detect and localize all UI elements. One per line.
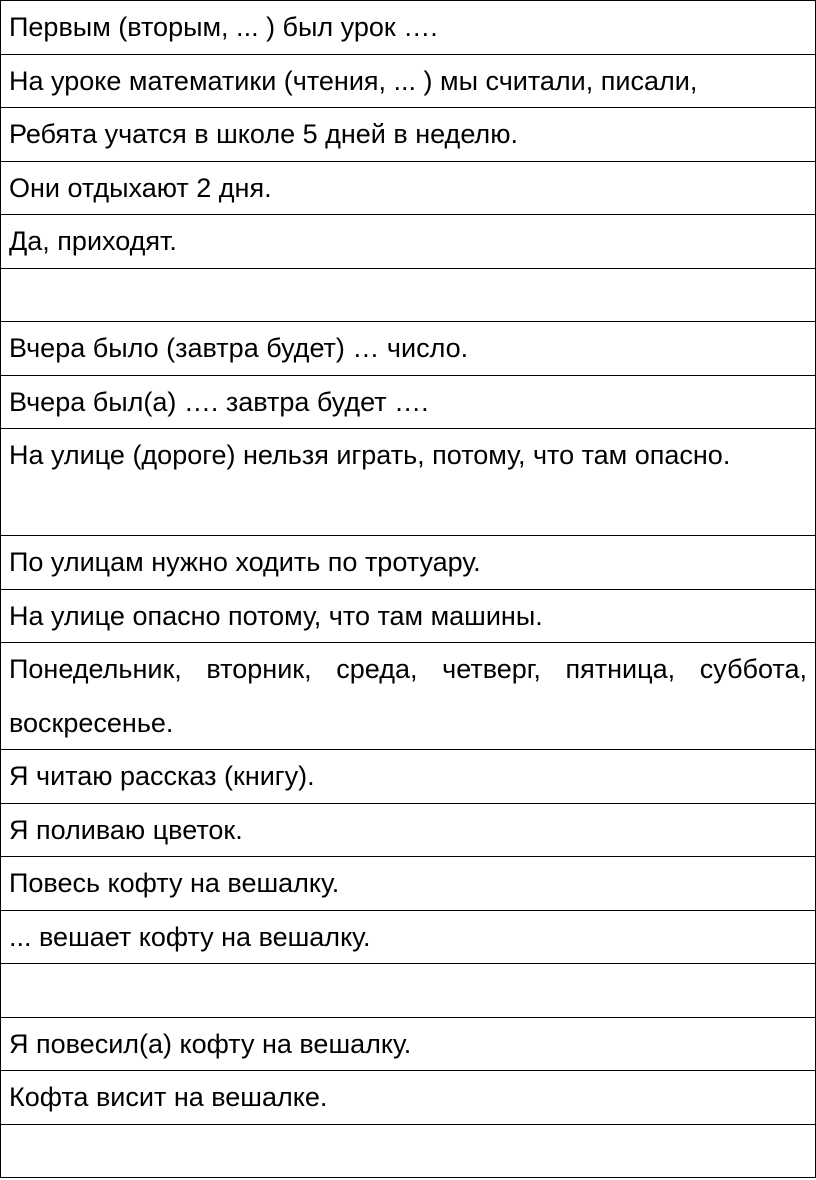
row-text: На уроке математики (чтения, ... ) мы считали, писали, (9, 65, 698, 96)
row-text: Вчера был(а) …. завтра будет …. (9, 386, 429, 417)
table-row (1, 1071, 815, 1125)
table-row-empty (1, 964, 815, 1018)
row-text: На улице (дороге) нельзя играть, потому, что там опасно. (9, 440, 731, 470)
table-row (1, 857, 815, 911)
table-row (1, 911, 815, 965)
row-text: Я читаю рассказ (книгу). (9, 761, 315, 791)
table-row (1, 322, 815, 376)
table-row (1, 162, 815, 216)
row-text: Кофта висит на вешалке. (9, 1082, 328, 1112)
table-row (1, 429, 815, 536)
row-text: Да, приходят. (9, 226, 177, 256)
table-row-empty (1, 269, 815, 323)
table-row (1, 1, 815, 55)
table-row (1, 750, 815, 804)
row-text: По улицам нужно ходить по тротуару. (9, 547, 481, 577)
row-text: Повесь кофту на вешалку. (9, 868, 340, 898)
table-row (1, 215, 815, 269)
table-row-empty (1, 1125, 815, 1179)
row-text: На улице опасно потому, что там машины. (9, 600, 543, 631)
table-row (1, 108, 815, 162)
row-text: Вчера было (завтра будет) … число. (9, 333, 469, 363)
row-text: Ребята учатся в школе 5 дней в неделю. (9, 119, 518, 149)
row-text: Понедельник, вторник, среда, четверг, пятница, суббота, воскресенье. (9, 654, 807, 738)
row-text: Я поливаю цветок. (9, 814, 243, 845)
row-text: ... вешает кофту на вешалку. (9, 921, 371, 952)
table-row (1, 643, 815, 750)
table-row (1, 590, 815, 644)
table-row (1, 376, 815, 430)
table-row (1, 55, 815, 109)
row-text: Первым (вторым, ... ) был урок …. (9, 12, 438, 42)
table-row (1, 536, 815, 590)
table-row (1, 1018, 815, 1072)
row-text: Я повесил(а) кофту на вешалку. (9, 1028, 412, 1059)
table-row (1, 804, 815, 858)
row-text: Они отдыхают 2 дня. (9, 172, 272, 203)
